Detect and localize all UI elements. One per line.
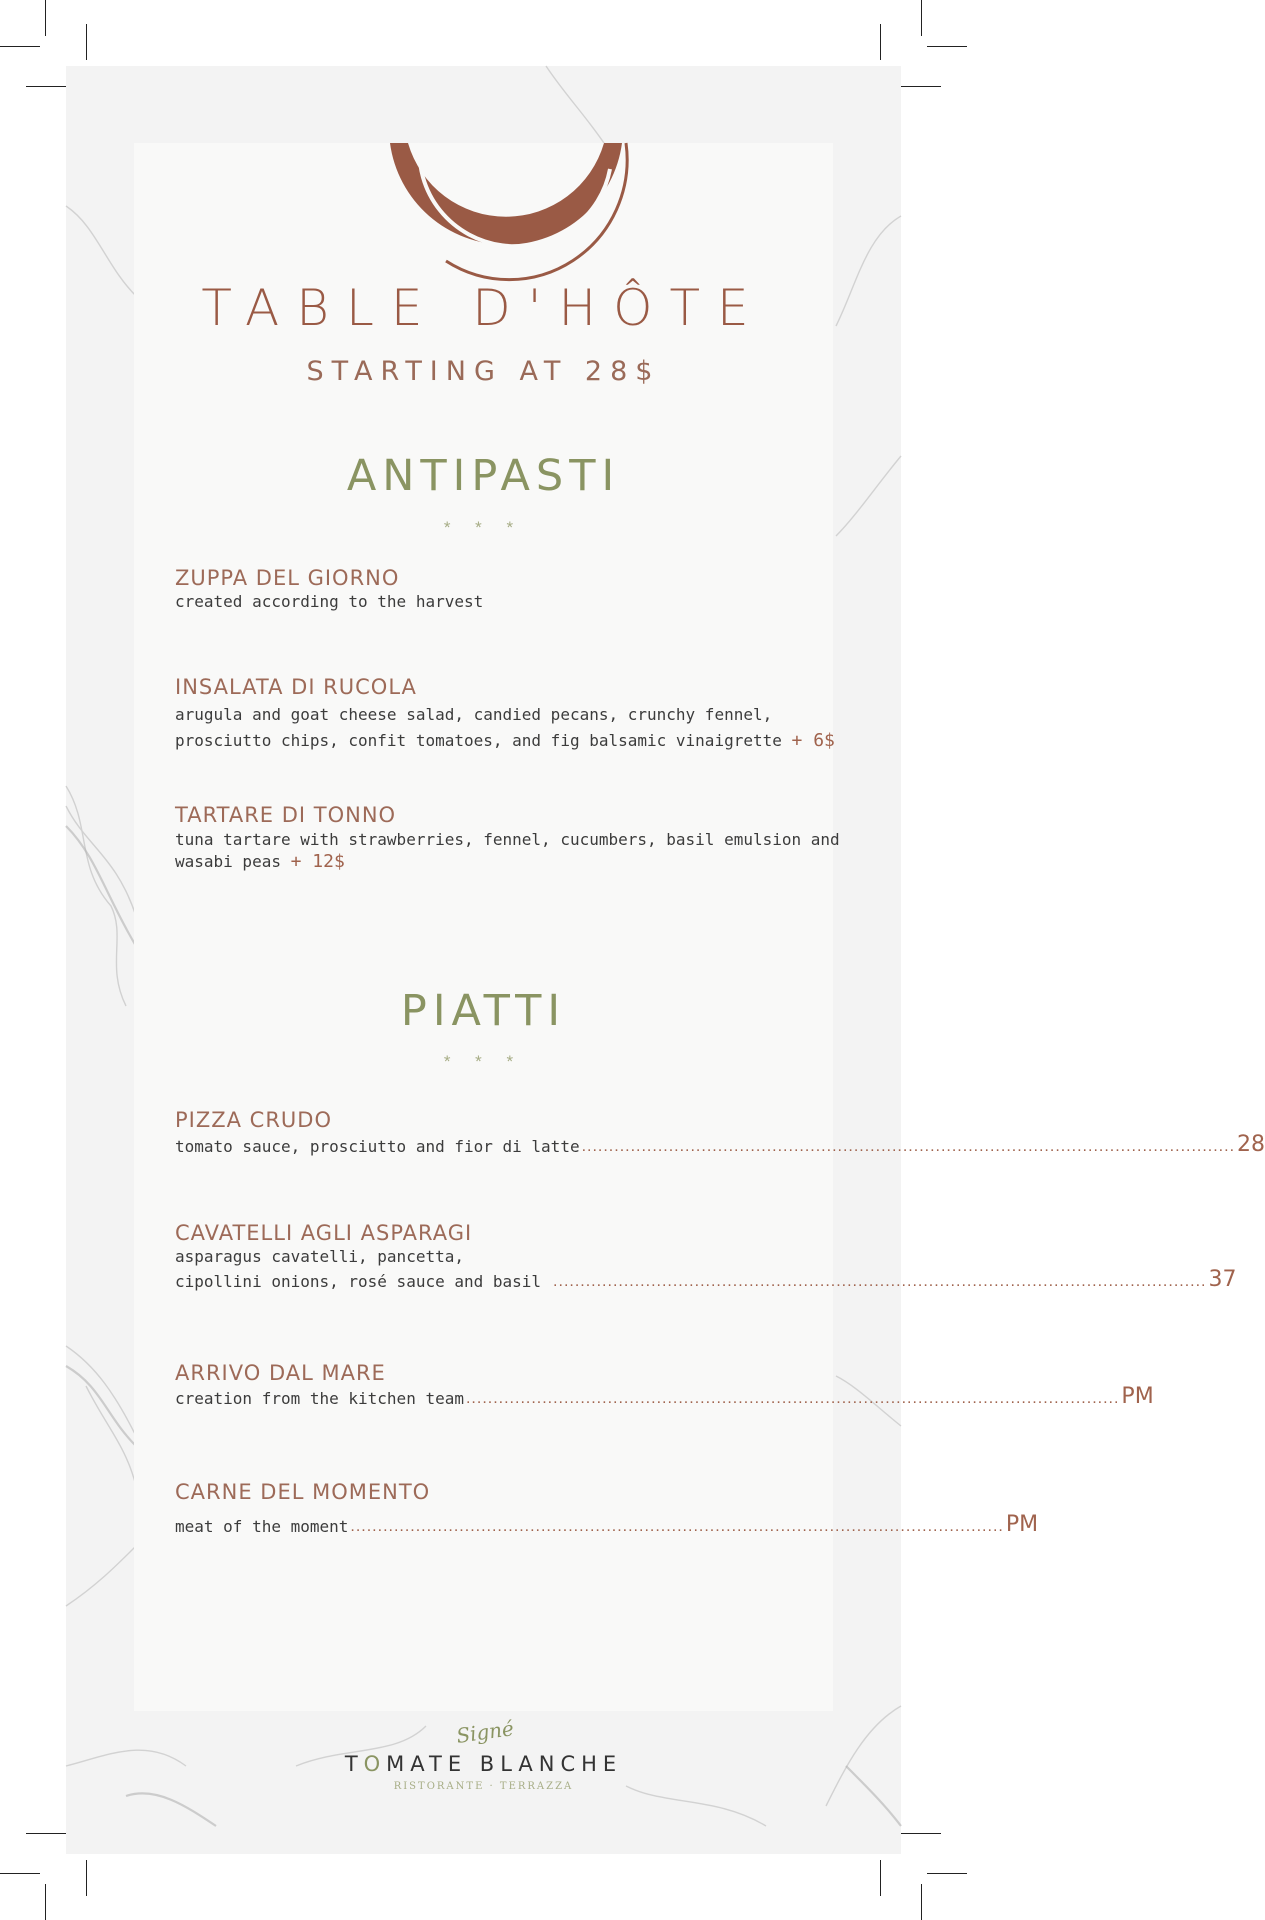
brand-name-o: O xyxy=(363,1752,387,1776)
item-description-line: cipollini onions, rosé sauce and basil xyxy=(175,1272,542,1291)
crop-mark xyxy=(0,1873,40,1874)
priced-line xyxy=(175,1132,1265,1158)
item-description: meat of the moment xyxy=(175,1517,349,1536)
item-name: TARTARE DI TONNO xyxy=(175,803,397,827)
item-name: PIZZA CRUDO xyxy=(175,1108,332,1132)
item-description: tomato sauce, prosciutto and fior di latte xyxy=(175,1137,580,1156)
crop-mark xyxy=(901,86,941,87)
item-description xyxy=(175,1246,795,1268)
priced-line xyxy=(175,1384,1154,1410)
item-name: CAVATELLI AGLI ASPARAGI xyxy=(175,1221,473,1245)
item-price: PM xyxy=(1005,1512,1039,1537)
crop-mark xyxy=(921,0,922,36)
section-divider: * * * xyxy=(443,1052,524,1071)
item-price: 37 xyxy=(1208,1267,1237,1292)
leader-dots: ........................................................................................................................ xyxy=(553,1273,1207,1290)
crop-mark xyxy=(927,46,967,47)
brand-name-rest: MATE BLANCHE xyxy=(386,1752,623,1776)
brand-name-first: T xyxy=(344,1752,364,1776)
crop-mark xyxy=(880,24,881,60)
item-supplement-price: + 6$ xyxy=(791,730,835,751)
crop-mark xyxy=(45,0,46,36)
item-name: CARNE DEL MOMENTO xyxy=(175,1480,431,1504)
item-description-line: created according to the harvest xyxy=(175,592,484,611)
item-price: PM xyxy=(1121,1384,1154,1409)
crop-mark xyxy=(26,86,66,87)
brand-tagline: RISTORANTE · TERRAZZA xyxy=(393,1781,574,1792)
crop-mark xyxy=(0,46,40,47)
priced-line xyxy=(175,1512,1039,1538)
section-title-piatti: PIATTI xyxy=(400,986,567,1036)
item-description-line: prosciutto chips, confit tomatoes, and fig balsamic vinaigrette xyxy=(175,731,782,750)
leader-dots: ........................................................................................................................ xyxy=(465,1390,1120,1407)
brand-name xyxy=(300,1752,667,1776)
leader-dots: ........................................................................................................................ xyxy=(581,1138,1236,1155)
brand-signature: Signé xyxy=(454,1716,516,1748)
item-price: 28 xyxy=(1237,1132,1265,1157)
item-description-line: arugula and goat cheese salad, candied pecans, crunchy fennel, xyxy=(175,705,773,724)
crop-mark xyxy=(880,1860,881,1896)
item-description xyxy=(175,704,835,752)
leader-dots: ........................................................................................................................ xyxy=(350,1518,1004,1535)
item-name: ZUPPA DEL GIORNO xyxy=(175,566,400,590)
item-name: ARRIVO DAL MARE xyxy=(175,1361,386,1385)
item-description xyxy=(175,829,840,873)
item-description-line: tuna tartare with strawberries, fennel, cucumbers, basil emulsion and xyxy=(175,830,840,849)
crop-mark xyxy=(86,24,87,60)
item-description-line: wasabi peas xyxy=(175,852,281,871)
crop-mark xyxy=(26,1833,66,1834)
item-name: INSALATA DI RUCOLA xyxy=(175,675,417,699)
crop-mark xyxy=(901,1833,941,1834)
item-supplement-price: + 12$ xyxy=(290,851,345,872)
section-title-antipasti: ANTIPASTI xyxy=(346,451,621,501)
item-description xyxy=(175,591,795,613)
section-divider: * * * xyxy=(443,518,524,537)
crop-mark xyxy=(86,1860,87,1896)
priced-line xyxy=(175,1267,1237,1293)
crop-mark xyxy=(921,1884,922,1920)
menu-subtitle: STARTING AT 28$ xyxy=(306,356,661,387)
menu-title: TABLE D'HÔTE xyxy=(201,279,766,337)
brand-ring-logo-icon xyxy=(386,143,632,267)
crop-mark xyxy=(927,1873,967,1874)
item-description-line: asparagus cavatelli, pancetta, xyxy=(175,1247,464,1266)
item-description: creation from the kitchen team xyxy=(175,1389,464,1408)
crop-mark xyxy=(45,1884,46,1920)
